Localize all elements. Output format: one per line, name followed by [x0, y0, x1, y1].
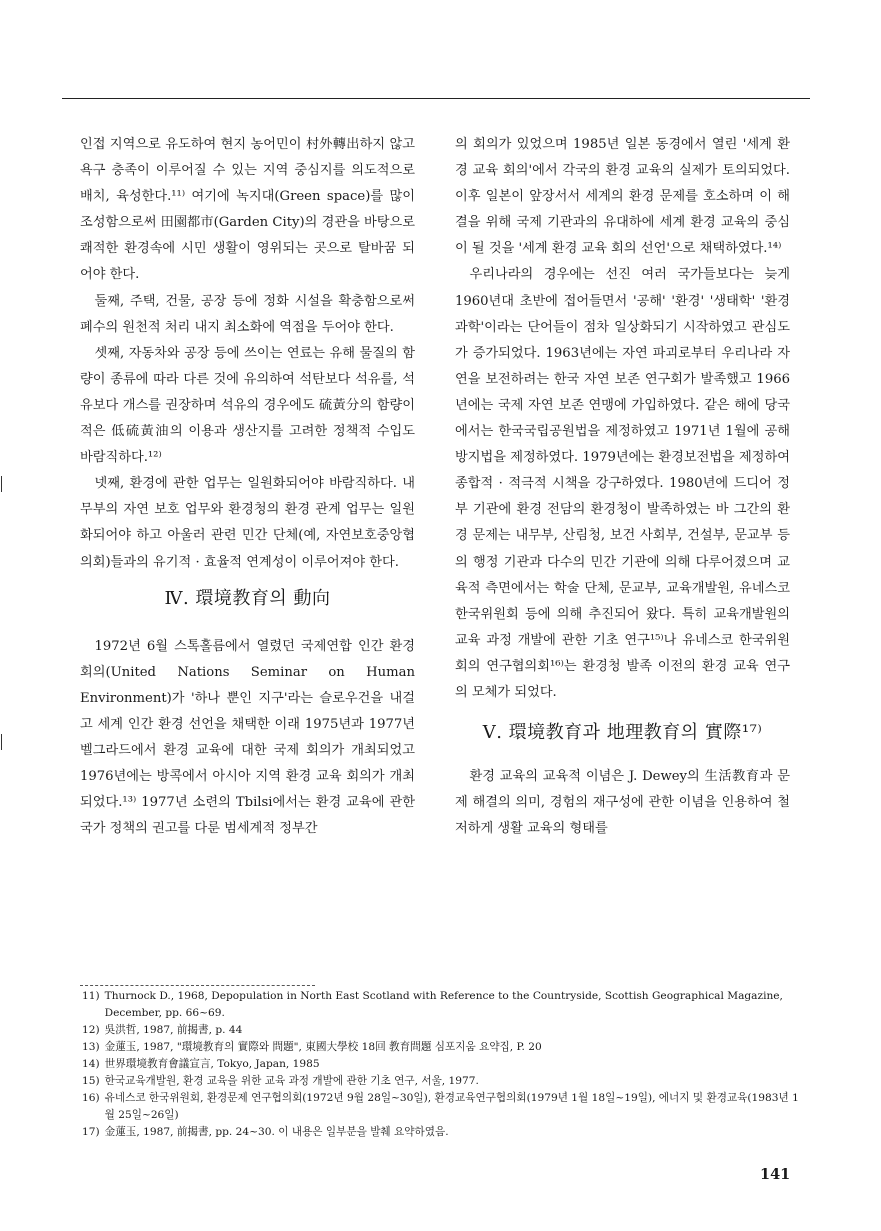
body-paragraph: 넷째, 환경에 관한 업무는 일원화되어야 바람직하다. 내무부의 자연 보호 업무와 환경청의 환경 관계 업무는 일원화되어야 하고 아울러 관련 민간 단체(예, 자연보호중앙협의회)들과의 유기적 · 효율적 연계성이 이루어져야 한다.	[80, 476, 415, 570]
footnote-number: 11)	[82, 990, 100, 1002]
footnote-item	[82, 988, 802, 1022]
footnote-text: 한국교육개발원, 환경 교육을 위한 교육 과정 개발에 관한 기초 연구, 서울, 1977.	[104, 1075, 479, 1087]
footnote-text: 金蓮玉, 1987, 前揭書, pp. 24~30. 이 내용은 일부분을 발췌 요약하였음.	[104, 1126, 449, 1138]
footnote-text: 世界環境教育會議宣言, Tokyo, Japan, 1985	[104, 1058, 320, 1070]
body-paragraph: 의 회의가 있었으며 1985년 일본 동경에서 열린 '세계 환경 교육 회의'에서 각국의 환경 교육의 실제가 토의되었다. 이후 일본이 앞장서서 세계의 환경 문제를 호소하며 이 해결을 위해 국제 기관과의 유대하에 세계 환경 교육의 중심이 될 것을 '세계 환경 교육 회의 선언'으로 채택하였다.¹⁴⁾	[455, 137, 790, 257]
body-paragraph: 인접 지역으로 유도하여 현지 농어민이 村外轉出하지 않고 욕구 충족이 이루어질 수 있는 지역 중심지를 의도적으로 배치, 육성한다.¹¹⁾ 여기에 녹지대(Green space)를 많이 조성함으로써 田園都市(Garden City)의 경관을 바탕으로 쾌적한 환경속에 시민 생활이 영위되는 곳으로 탈바꿈 되어야 한다.	[80, 137, 415, 283]
body-paragraph: 우리나라의 경우에는 선진 여러 국가들보다는 늦게 1960년대 초반에 접어들면서 '공해' '환경' '생태학' '환경과학'이라는 단어들이 점차 일상화되기 시작하였고 관심도가 증가되었다. 1963년에는 자연 파괴로부터 우리나라 자연을 보전하려는 한국 자연 보존 연구회가 발족했고 1966년에는 국제 자연 보존 연맹에 가입하였다. 같은 해에 당국에서는 한국국립공원법을 제정하였고 1971년 1월에 공해방지법을 제정하였다. 1979년에는 환경보전법을 제정하여 종합적 · 적극적 시책을 강구하였다. 1980년에 드디어 정부 기관에 환경 전담의 환경청이 발족하였는 바 그간의 환경 문제는 내무부, 산림청, 보건 사회부, 건설부, 문교부 등의 행정 기관과 다수의 민간 기관에 의해 다루어졌으며 교육적 측면에서는 학술 단체, 문교부, 교육개발원, 유네스코 한국위원회 등에 의해 추진되어 왔다. 특히 교육개발원의 교육 과정 개발에 관한 기초 연구¹⁵⁾나 유네스코 한국위원회의 연구협의회¹⁶⁾는 환경청 발족 이전의 환경 교육 연구의 모체가 되었다.	[455, 267, 790, 700]
footnote-text: 吳洪哲, 1987, 前揭書, p. 44	[104, 1024, 243, 1036]
footnote-text: Thurnock D., 1968, Depopulation in North East Scotland with Reference to the Countryside, Scottish Geographical Magazine, December, pp. 66~69.	[104, 990, 783, 1019]
footnote-item	[82, 1022, 802, 1039]
body-paragraph: 환경 교육의 교육적 이념은 J. Dewey의 生活教育과 문제 해결의 의미, 경험의 재구성에 관한 이념을 인용하여 철저하게 생활 교육의 형태를	[455, 769, 790, 837]
footnote-item	[82, 1124, 802, 1141]
scan-edge-mark	[1, 734, 2, 750]
footnote-number: 14)	[82, 1058, 100, 1070]
scan-edge-mark	[1, 476, 2, 492]
section-heading-5: Ⅴ. 環境教育과 地理教育의 實際¹⁷⁾	[482, 722, 763, 744]
footnote-number: 13)	[82, 1041, 100, 1053]
footnotes	[82, 988, 802, 1141]
body-paragraph: 둘째, 주택, 건물, 공장 등에 정화 시설을 확충함으로써 폐수의 원천적 처리 내지 최소화에 역점을 두어야 한다.	[80, 293, 415, 335]
right-column	[455, 132, 790, 842]
footnote-item	[82, 1073, 802, 1090]
footnote-item	[82, 1039, 802, 1056]
footnote-number: 16)	[82, 1092, 100, 1104]
footnote-divider	[80, 985, 315, 986]
footnote-text: 유네스코 한국위원회, 환경문제 연구협의회(1972년 9월 28일~30일), 환경교육연구협의회(1979년 1월 18일~19일), 에너지 및 환경교육(1983년 1월 25일~26일)	[104, 1092, 799, 1121]
footnote-item	[82, 1090, 802, 1124]
page-number: 141	[760, 1166, 791, 1183]
header-rule	[62, 98, 810, 99]
body-paragraph: 셋째, 자동차와 공장 등에 쓰이는 연료는 유해 물질의 함량이 종류에 따라 다른 것에 유의하여 석탄보다 석유를, 석유보다 개스를 권장하며 석유의 경우에도 硫黃分의 함량이 적은 低硫黃油의 이용과 생산지를 고려한 정책적 수입도 바람직하다.¹²⁾	[80, 345, 415, 466]
footnote-number: 17)	[82, 1126, 100, 1138]
footnote-text: 金蓮玉, 1987, "環境教育의 實際와 問題", 東國大學校 18回 教育問題 심포지움 요약집, P. 20	[104, 1041, 542, 1053]
left-column	[80, 132, 415, 842]
footnote-number: 12)	[82, 1024, 100, 1036]
section-heading-4: Ⅳ. 環境教育의 動向	[164, 587, 331, 609]
footnote-item	[82, 1056, 802, 1073]
body-paragraph: 1972년 6월 스톡홀름에서 열렸던 국제연합 인간 환경 회의(United Nations Seminar on Human Environment)가 '하나 뿐인 지구'라는 슬로우건을 내걸고 세계 인간 환경 선언을 채택한 이래 1975년과 1977년 벨그라드에서 환경 교육에 대한 국제 회의가 개최되었고 1976년에는 방콕에서 아시아 지역 환경 교육 회의가 개최되었다.¹³⁾ 1977년 소련의 Tbilsi에서는 환경 교육에 관한 국가 정책의 권고를 다룬 범세계적 정부간	[80, 638, 415, 837]
footnote-number: 15)	[82, 1075, 100, 1087]
